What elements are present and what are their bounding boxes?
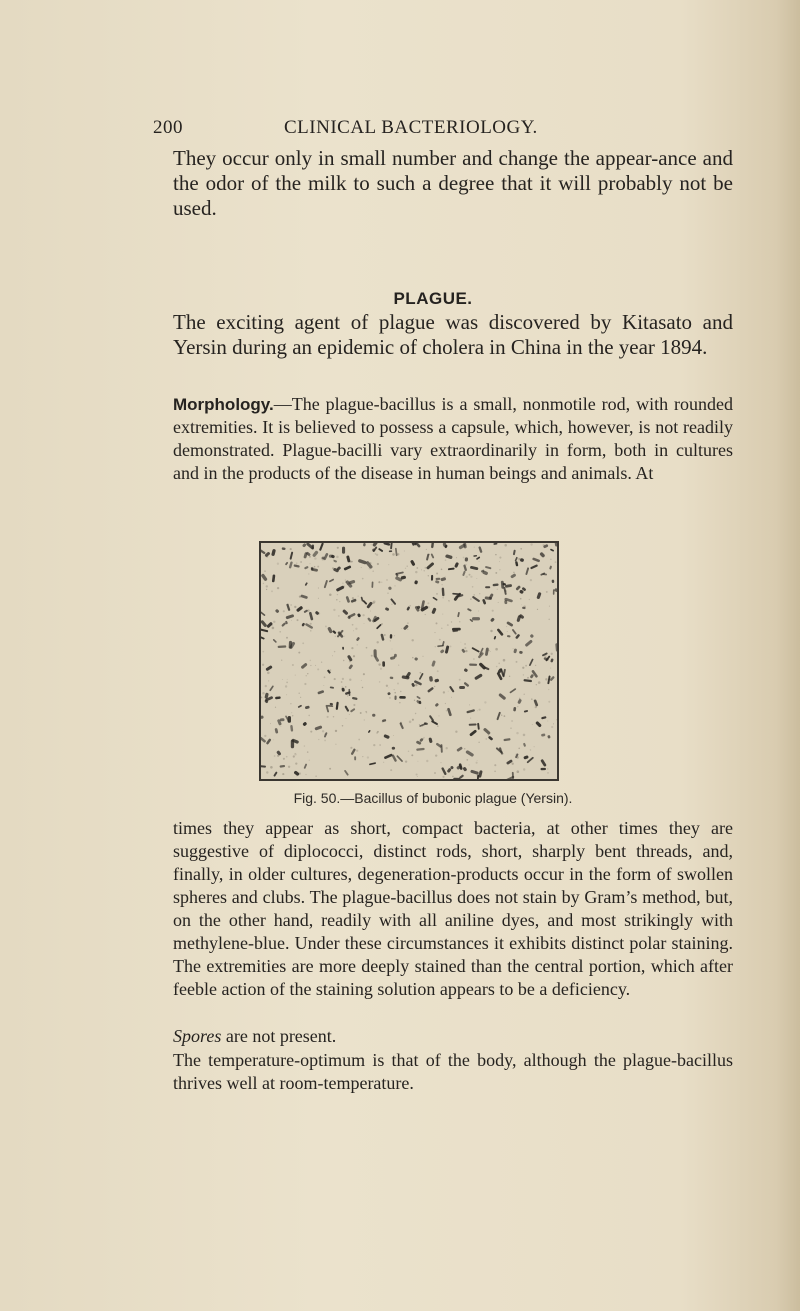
spores-label: Spores: [173, 1026, 222, 1046]
morphology-text: —The plague-bacillus is a small, nonmotile rod, with rounded extremities. It is believed to possess a capsule, which, however, is not readily demonstrated. Plague-bacilli vary extraordinarily in form, both in cultures and in the products of the disease in human beings and animals. At: [173, 394, 733, 483]
micrograph-image: [261, 543, 557, 779]
spores-paragraph: [173, 1025, 733, 1048]
intro-paragraph: They occur only in small number and change the appear-ance and the odor of the milk to such a degree that it will probably not be used.: [173, 146, 733, 220]
morphology-label: Morphology.: [173, 395, 274, 414]
figure-caption: Fig. 50.—Bacillus of bubonic plague (Yersin).: [293, 790, 573, 806]
section-heading: PLAGUE.: [393, 289, 473, 308]
discovery-paragraph: The exciting agent of plague was discovered by Kitasato and Yersin during an epidemic of cholera in China in the year 1894.: [173, 310, 733, 359]
morphology-paragraph: [173, 393, 733, 485]
running-title: CLINICAL BACTERIOLOGY.: [284, 117, 538, 138]
bacillus-micrograph: [259, 541, 559, 781]
continuation-paragraph: times they appear as short, compact bacteria, at other times they are suggestive of diplococci, distinct rods, short, sharply bent threads, and, finally, in older cultures, degeneration-products occur in the form of swollen spheres and clubs. The plague-bacillus does not stain by Gram’s method, but, on the other hand, readily with all aniline dyes, and most strikingly with methylene-blue. Under these circumstances it exhibits distinct polar staining. The extremities are more deeply stained than the central portion, which after feeble action of the staining solution appears to be a deficiency.: [173, 818, 733, 999]
spores-text: are not present.: [221, 1026, 337, 1046]
temperature-paragraph: The temperature-optimum is that of the body, although the plague-bacillus thrives well at room-temperature.: [173, 1050, 733, 1093]
page-number: 200: [153, 117, 183, 138]
